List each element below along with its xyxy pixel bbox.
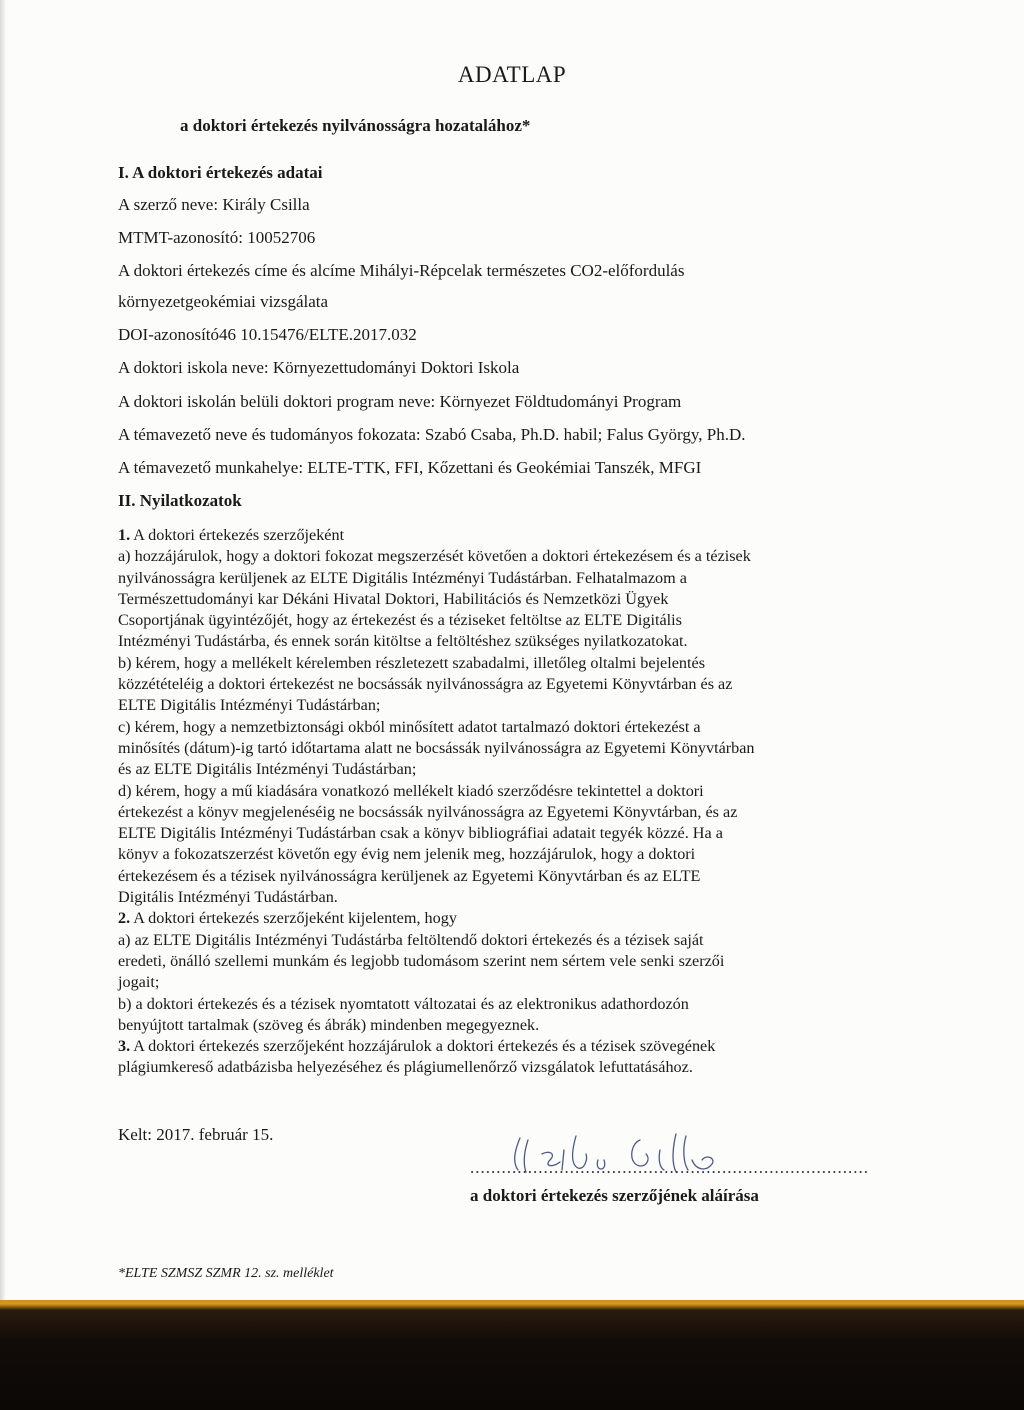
field-supervisor-workplace: A témavezető munkahelye: ELTE-TTK, FFI, Kőzettani és Geokémiai Tanszék, MFGI	[118, 458, 702, 477]
page-title: ADATLAP	[457, 62, 567, 87]
declaration-line: Digitális Intézményi Tudástárban.	[118, 888, 338, 907]
declaration-line: eredeti, önálló szellemi munkám és legjobb tudomásom szerint nem sértem vele senki szerzői	[118, 951, 725, 970]
field-author: A szerző neve: Király Csilla	[118, 195, 310, 214]
declaration-line: c) kérem, hogy a nemzetbiztonsági okból minősített adatot tartalmazó doktori értekezést a	[118, 717, 701, 736]
field-doi: DOI-azonosító46 10.15476/ELTE.2017.032	[118, 325, 417, 344]
declaration-line: a) hozzájárulok, hogy a doktori fokozat megszerzését követően a doktori értekezésem és a tézisek	[118, 547, 751, 566]
declaration-line: és az ELTE Digitális Intézményi Tudástárban;	[118, 760, 417, 779]
field-title-line1: A doktori értekezés címe és alcíme Mihályi-Répcelak természetes CO2-előfordulás	[118, 261, 685, 280]
field-supervisor: A témavezető neve és tudományos fokozata: Szabó Csaba, Ph.D. habil; Falus György, Ph.D.	[118, 425, 746, 444]
declaration-line: minősítés (dátum)-ig tartó időtartama alatt ne bocsássák nyilvánosságra az Egyetemi Könyvtárban	[118, 738, 755, 757]
declaration-line: ELTE Digitális Intézményi Tudástárban;	[118, 696, 381, 715]
declaration-line: b) kérem, hogy a mellékelt kérelemben részletezett szabadalmi, illetőleg oltalmi bejelentés	[118, 653, 706, 672]
field-doctoral-school: A doktori iskola neve: Környezettudományi Doktori Iskola	[118, 358, 520, 377]
date-line: Kelt: 2017. február 15.	[118, 1125, 274, 1144]
declaration-line: nyilvánosságra kerüljenek az ELTE Digitális Intézményi Tudástárban. Felhatalmazom a	[118, 568, 687, 587]
field-mtmt-id: MTMT-azonosító: 10052706	[118, 228, 316, 247]
signature-dotted-line: ............................................................................	[470, 1158, 869, 1177]
section-heading-2: II. Nyilatkozatok	[118, 491, 242, 510]
declaration-line: ELTE Digitális Intézményi Tudástárban csak a könyv bibliográfiai adatait tegyék közzé. Ha a	[118, 824, 723, 843]
field-doctoral-program: A doktori iskolán belüli doktori program neve: Környezet Földtudományi Program	[118, 392, 682, 411]
declaration-line: d) kérem, hogy a mű kiadására vonatkozó mellékelt kiadó szerződésre tekintettel a doktori	[118, 781, 704, 800]
declaration-line: Csoportjának ügyintézőjét, hogy az értekezést és a téziseket feltöltse az ELTE Digitális	[118, 611, 682, 630]
declaration-line: 1. A doktori értekezés szerzőjeként	[118, 526, 345, 544]
declarations-body	[118, 525, 878, 1079]
declaration-line: 3. A doktori értekezés szerzőjeként hozzájárulok a doktori értekezés és a tézisek szövegének	[118, 1037, 716, 1056]
declaration-line: benyújtott tartalmak (szöveg és ábrák) mindenben megegyeznek.	[118, 1015, 540, 1034]
declaration-line: Természettudományi kar Dékáni Hivatal Doktori, Habilitációs és Nemzetközi Ügyek	[118, 589, 669, 608]
scanner-edge-band	[0, 1300, 1024, 1410]
scan-edge	[0, 0, 6, 1300]
declaration-line: 2. A doktori értekezés szerzőjeként kijelentem, hogy	[118, 909, 457, 928]
footnote: *ELTE SZMSZ SZMR 12. sz. melléklet	[118, 1266, 334, 1281]
declaration-line: könyv a fokozatszerzést követőn egy évig nem jelenik meg, hozzájárulok, hogy a doktori	[118, 845, 696, 864]
declaration-line: a) az ELTE Digitális Intézményi Tudástárba feltöltendő doktori értekezés és a tézisek saját	[118, 930, 704, 949]
declaration-line: közzétételéig a doktori értekezést ne bocsássák nyilvánosságra az Egyetemi Könyvtárban és az	[118, 675, 733, 694]
signature-label: a doktori értekezés szerzőjének aláírása	[470, 1186, 759, 1205]
declaration-line: Intézményi Tudástárba, és ennek során kitöltse a feltöltéshez szükséges nyilatkozatokat.	[118, 632, 688, 651]
declaration-line: b) a doktori értekezés és a tézisek nyomtatott változatai és az elektronikus adathordozón	[118, 994, 689, 1013]
declaration-line: értekezésem és a tézisek nyilvánosságra kerüljenek az Egyetemi Könyvtárban és az ELTE	[118, 866, 701, 885]
page-subtitle: a doktori értekezés nyilvánosságra hozatalához*	[180, 116, 531, 135]
field-title-line2: környezetgeokémiai vizsgálata	[118, 292, 329, 311]
declaration-line: jogait;	[118, 973, 160, 992]
declaration-line: plágiumkereső adatbázisba helyezéséhez és plágiumellenőrző vizsgálatok lefuttatásához.	[118, 1058, 693, 1077]
section-heading-1: I. A doktori értekezés adatai	[118, 163, 323, 182]
declaration-line: értekezést a könyv megjelenéséig ne bocsássák nyilvánosságra az Egyetemi Könyvtárban, és az	[118, 802, 738, 821]
